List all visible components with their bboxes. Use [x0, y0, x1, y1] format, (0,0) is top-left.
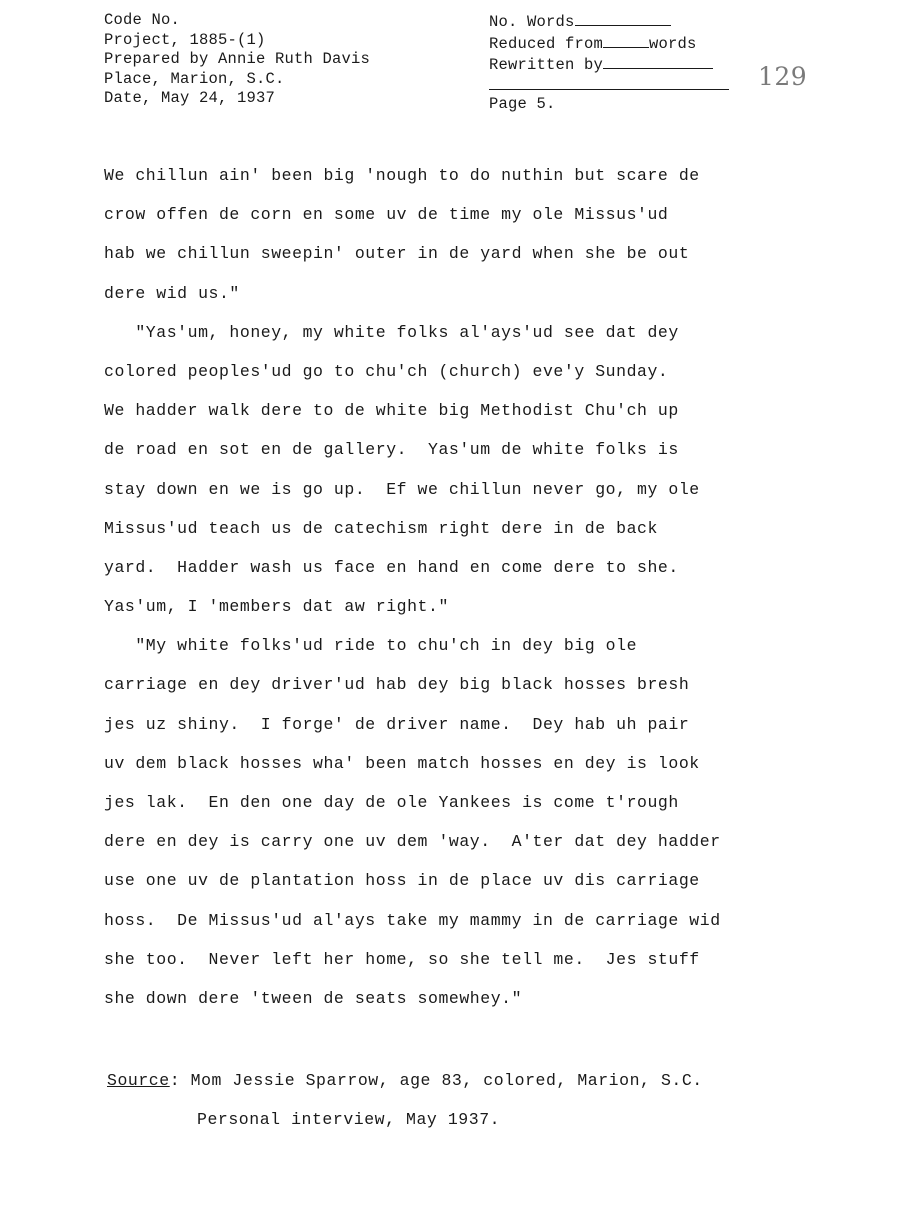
body-line: she too. Never left her home, so she tell me. Jes stuff: [104, 949, 700, 969]
reduced-row: [489, 33, 713, 55]
source-label: Source: [107, 1071, 170, 1090]
body-line: dere en dey is carry one uv dem 'way. A'ter dat dey hadder: [104, 832, 721, 852]
date: Date, May 24, 1937: [104, 89, 276, 107]
blank-row: [489, 76, 713, 96]
source-block: [107, 1069, 703, 1147]
page-stamp-number: 129: [758, 62, 808, 91]
no-words-label: No. Words: [489, 13, 575, 31]
body-line: We hadder walk dere to de white big Methodist Chu'ch up: [104, 401, 679, 421]
body-line: jes uz shiny. I forge' de driver name. Dey hab uh pair: [104, 714, 690, 734]
reduced-from-label: Reduced from: [489, 34, 604, 53]
body-line: carriage en dey driver'ud hab dey big black hosses bresh: [104, 675, 690, 695]
source-informant: Mom Jessie Sparrow, age 83, colored, Marion, S.C.: [180, 1071, 703, 1090]
body-line: dere wid us.": [104, 283, 240, 303]
source-colon: :: [169, 1071, 181, 1090]
words-label: words: [649, 34, 697, 53]
body-line: Missus'ud teach us de catechism right dere in de back: [104, 518, 658, 538]
header-left-block: [104, 11, 370, 109]
body-line: crow offen de corn en some uv de time my ole Missus'ud: [104, 205, 669, 225]
body-line: she down dere 'tween de seats somewhey.": [104, 988, 523, 1008]
source-row-1: [107, 1069, 703, 1108]
body-line: "Yas'um, honey, my white folks al'ays'ud see dat dey: [104, 322, 679, 342]
place: Place, Marion, S.C.: [104, 69, 285, 88]
body-line: Yas'um, I 'members dat aw right.": [104, 597, 449, 617]
body-line: uv dem black hosses wha' been match hosses en dey is look: [104, 753, 700, 773]
body-line: hoss. De Missus'ud al'ays take my mammy in de carriage wid: [104, 910, 721, 930]
body-line: "My white folks'ud ride to chu'ch in dey big ole: [104, 636, 638, 656]
reduced-blank: [603, 33, 649, 48]
page-label: Page 5.: [489, 95, 556, 113]
project: Project, 1885-(1): [104, 30, 266, 49]
body-line: jes lak. En den one day de ole Yankees is come t'rough: [104, 793, 679, 812]
body-line: We chillun ain' been big 'nough to do nuthin but scare de: [104, 166, 700, 185]
transcript-body: [104, 164, 804, 1026]
body-line: stay down en we is go up. Ef we chillun never go, my ole: [104, 479, 700, 499]
body-line: colored peoples'ud go to chu'ch (church) eve'y Sunday.: [104, 361, 669, 381]
header-right-block: [489, 11, 713, 115]
body-line: use one uv de plantation hoss in de place uv dis carriage: [104, 871, 700, 891]
rewritten-row: [489, 54, 713, 76]
rewritten-blank: [603, 54, 713, 69]
prepared-by: Prepared by Annie Ruth Davis: [104, 50, 371, 68]
code-no: Code No.: [104, 11, 181, 29]
no-words-blank: [575, 11, 671, 26]
body-line: hab we chillun sweepin' outer in de yard when she be out: [104, 244, 690, 264]
rewritten-by-label: Rewritten by: [489, 56, 604, 74]
source-interview: Personal interview, May 1937.: [197, 1110, 501, 1129]
rewritten-underline: [489, 89, 729, 90]
no-words-row: [489, 11, 713, 33]
body-line: yard. Hadder wash us face en hand en come dere to she.: [104, 557, 679, 577]
body-line: de road en sot en de gallery. Yas'um de white folks is: [104, 440, 679, 460]
